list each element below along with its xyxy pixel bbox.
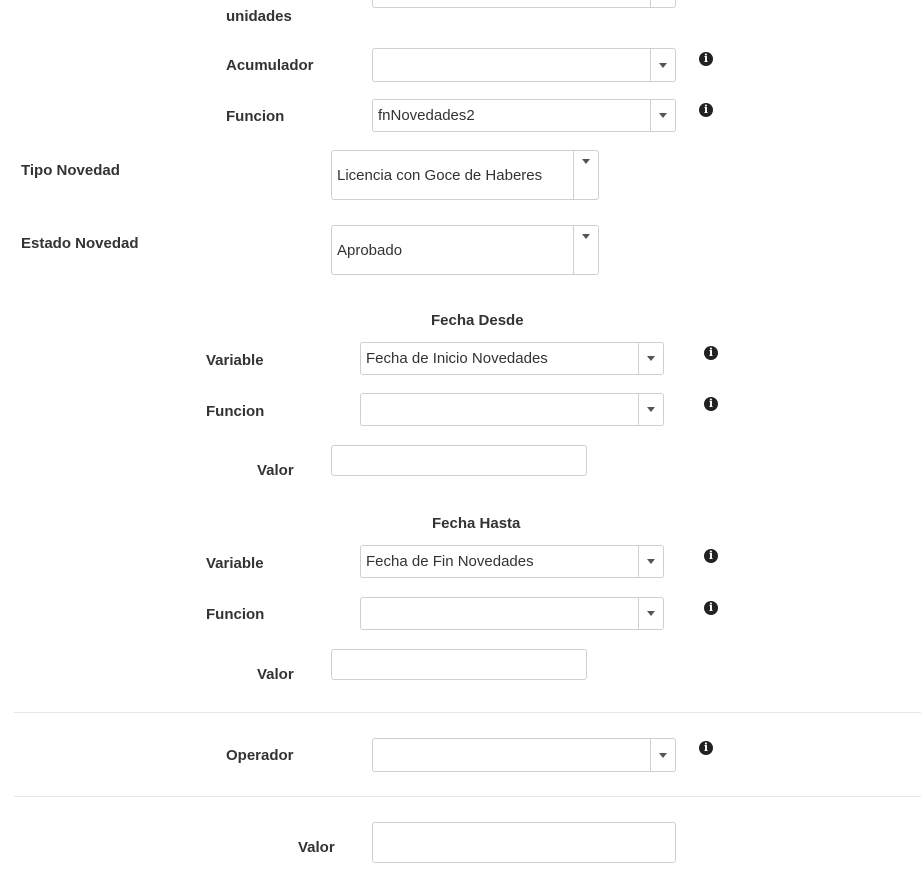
tipo-novedad-select[interactable] (331, 150, 599, 200)
caret-down-icon (582, 159, 590, 164)
caret-down-icon (582, 234, 590, 239)
fecha-desde-valor-input[interactable] (331, 445, 587, 476)
caret-down-icon (659, 753, 667, 758)
top-cut-label: unidades (226, 8, 292, 25)
operador-label: Operador (226, 747, 294, 764)
caret-down-icon (647, 407, 655, 412)
fecha-hasta-heading: Fecha Hasta (432, 515, 521, 532)
fecha-desde-variable-select[interactable] (360, 342, 664, 375)
dropdown-toggle[interactable] (650, 0, 675, 7)
fecha-desde-funcion-dropdown-toggle[interactable] (638, 394, 663, 425)
valor-label: Valor (298, 839, 335, 856)
fecha-desde-valor-label: Valor (257, 462, 294, 479)
divider (14, 796, 921, 797)
estado-novedad-select[interactable] (331, 225, 599, 275)
fecha-hasta-funcion-dropdown-toggle[interactable] (638, 598, 663, 629)
acumulador-label: Acumulador (226, 57, 314, 74)
fecha-hasta-variable-label: Variable (206, 555, 264, 572)
fecha-hasta-valor-input[interactable] (331, 649, 587, 680)
estado-novedad-dropdown-toggle[interactable] (573, 226, 598, 274)
acumulador-dropdown-toggle[interactable] (650, 49, 675, 81)
funcion-value: fnNovedades2 (378, 107, 475, 124)
fecha-hasta-variable-select[interactable] (360, 545, 664, 578)
fecha-hasta-funcion-label: Funcion (206, 606, 265, 623)
info-circle-icon[interactable]: i (704, 549, 718, 563)
funcion-select[interactable] (372, 99, 676, 132)
divider (14, 712, 921, 713)
fecha-hasta-variable-dropdown-toggle[interactable] (638, 546, 663, 577)
info-circle-icon[interactable]: i (699, 52, 713, 66)
estado-novedad-label: Estado Novedad (21, 235, 139, 252)
acumulador-select[interactable] (372, 48, 676, 82)
caret-down-icon (647, 611, 655, 616)
tipo-novedad-value: Licencia con Goce de Haberes (337, 166, 543, 184)
top-cut-select[interactable] (372, 0, 676, 8)
caret-down-icon (647, 356, 655, 361)
fecha-desde-variable-dropdown-toggle[interactable] (638, 343, 663, 374)
tipo-novedad-label: Tipo Novedad (21, 162, 120, 179)
info-circle-icon[interactable]: i (699, 741, 713, 755)
info-circle-icon[interactable]: i (704, 601, 718, 615)
info-circle-icon[interactable]: i (699, 103, 713, 117)
fecha-hasta-funcion-select[interactable] (360, 597, 664, 630)
operador-dropdown-toggle[interactable] (650, 739, 675, 771)
funcion-dropdown-toggle[interactable] (650, 100, 675, 131)
funcion-label: Funcion (226, 108, 285, 125)
caret-down-icon (659, 63, 667, 68)
caret-down-icon (659, 113, 667, 118)
tipo-novedad-dropdown-toggle[interactable] (573, 151, 598, 199)
fecha-hasta-valor-label: Valor (257, 666, 294, 683)
fecha-desde-heading: Fecha Desde (431, 312, 524, 329)
info-circle-icon[interactable]: i (704, 397, 718, 411)
info-circle-icon[interactable]: i (704, 346, 718, 360)
estado-novedad-value: Aprobado (337, 241, 403, 259)
caret-down-icon (647, 559, 655, 564)
fecha-desde-variable-label: Variable (206, 352, 264, 369)
fecha-hasta-variable-value: Fecha de Fin Novedades (366, 553, 534, 570)
fecha-desde-variable-value: Fecha de Inicio Novedades (366, 350, 548, 367)
operador-select[interactable] (372, 738, 676, 772)
valor-input[interactable] (372, 822, 676, 863)
fecha-desde-funcion-select[interactable] (360, 393, 664, 426)
fecha-desde-funcion-label: Funcion (206, 403, 265, 420)
